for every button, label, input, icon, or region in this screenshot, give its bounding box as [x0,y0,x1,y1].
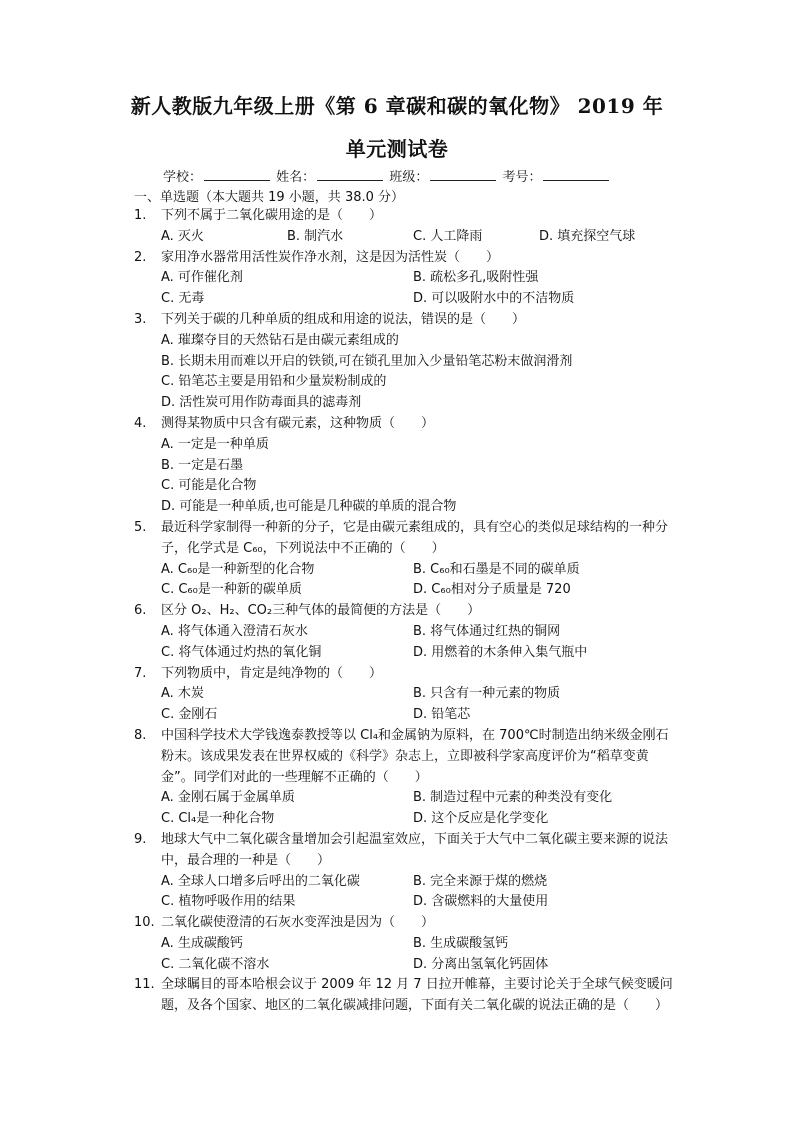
question-item [134,310,674,414]
question-number: 9. [134,831,147,847]
answer-option[interactable]: C. 金刚石 [161,707,218,723]
answer-option[interactable]: D. 这个反应是化学变化 [413,811,549,827]
question-item [134,975,674,1017]
answer-option[interactable]: D. 铅笔芯 [413,707,471,723]
name-blank[interactable] [317,169,383,181]
answer-option[interactable]: B. 只含有一种元素的物质 [413,686,561,702]
question-stem: 地球大气中二氧化碳含量增加会引起温室效应，下面关于大气中二氧化碳主要来源的说法中，最合理的一种是（ ） [161,831,669,868]
section-heading: 一、单选题（本大题共 19 小题，共 38.0 分） [134,190,405,205]
question-stem: 家用净水器常用活性炭作净水剂，这是因为活性炭（ ） [161,249,500,265]
answer-option[interactable]: A. 将气体通入澄清石灰水 [161,623,308,639]
answer-option[interactable]: A. 璀璨夺目的天然钻石是由碳元素组成的 [161,332,399,348]
answer-option[interactable]: B. 制造过程中元素的种类没有变化 [413,790,613,806]
answer-option[interactable]: A. 灭火 [161,228,204,244]
question-item [134,913,674,975]
answer-option[interactable]: C. 植物呼吸作用的结果 [161,894,296,910]
answer-option[interactable]: C. 人工降雨 [413,228,483,244]
question-number: 3. [134,311,147,327]
answer-option[interactable]: D. 分离出氢氧化钙固体 [413,956,549,972]
question-number: 7. [134,665,147,681]
answer-option[interactable]: C. 将气体通过灼热的氧化铜 [161,644,322,660]
question-item [134,664,674,726]
question-stem: 下列关于碳的几种单质的组成和用途的说法，错误的是（ ） [161,311,526,327]
question-number: 10. [134,915,155,931]
student-info-line [163,166,611,185]
answer-option[interactable]: B. 疏松多孔,吸附性强 [413,270,539,286]
answer-option[interactable]: C. Cl₄是一种化合物 [161,811,275,827]
answer-option[interactable]: B. 制汽水 [287,228,344,244]
question-stem: 最近科学家制得一种新的分子，它是由碳元素组成的，具有空心的类似足球结构的一种分子，化学式是 C₆₀，下列说法中不正确的（ ） [161,519,669,556]
question-item [134,206,674,248]
answer-option[interactable]: B. 完全来源于煤的燃烧 [413,873,548,889]
answer-option[interactable]: D. 活性炭可用作防毒面具的滤毒剂 [161,395,362,411]
school-blank[interactable] [204,169,270,181]
question-stem: 二氧化碳使澄清的石灰水变浑浊是因为（ ） [161,915,435,931]
exam-title-line2: 单元测试卷 [345,137,449,161]
class-label: 班级： [389,170,429,185]
question-number: 8. [134,727,147,743]
answer-option[interactable]: A. 金刚石属于金属单质 [161,790,295,806]
question-item [134,518,674,601]
answer-option[interactable]: C. 二氧化碳不溶水 [161,956,270,972]
answer-option[interactable]: D. C₆₀相对分子质量是 720 [413,582,571,598]
answer-option[interactable]: D. 可以吸附水中的不洁物质 [413,291,575,307]
exam-number-label: 考号： [502,170,542,185]
question-item [134,830,674,913]
exam-title-line1: 新人教版九年级上册《第 6 章碳和碳的氧化物》 2019 年 [130,94,664,118]
answer-option[interactable]: A. 生成碳酸钙 [161,935,243,951]
question-stem: 区分 O₂、H₂、CO₂三种气体的最简便的方法是（ ） [161,603,481,619]
question-number: 6. [134,603,147,619]
answer-option[interactable]: D. 填充探空气球 [539,228,636,244]
answer-option[interactable]: B. 一定是石墨 [161,457,244,473]
class-blank[interactable] [430,169,496,181]
question-stem: 测得某物质中只含有碳元素，这种物质（ ） [161,415,435,431]
question-stem: 全球瞩目的哥本哈根会议于 2009 年 12 月 7 日拉开帷幕，主要讨论关于全球气候变暖问题，及各个国家、地区的二氧化碳减排问题，下面有关二氧化碳的说法正确的是（ ） [161,977,673,1014]
question-item [134,248,674,310]
exam-number-blank[interactable] [543,169,609,181]
answer-option[interactable]: C. 无毒 [161,291,205,307]
question-stem: 下列物质中，肯定是纯净物的（ ） [161,665,383,681]
question-number: 1. [134,208,147,223]
answer-option[interactable]: B. 将气体通过红热的铜网 [413,623,561,639]
answer-option[interactable]: C. 可能是化合物 [161,478,257,494]
answer-option[interactable]: B. C₆₀和石墨是不同的碳单质 [413,561,580,577]
school-label: 学校： [163,170,203,185]
question-list [134,206,674,1017]
question-number: 4. [134,415,147,431]
answer-option[interactable]: D. 可能是一种单质,也可能是几种碳的单质的混合物 [161,499,457,515]
answer-option[interactable]: B. 长期未用而难以开启的铁锁,可在锁孔里加入少量铅笔芯粉末做润滑剂 [161,353,573,369]
answer-option[interactable]: A. 一定是一种单质 [161,436,269,452]
answer-option[interactable]: A. C₆₀是一种新型的化合物 [161,561,315,577]
answer-option[interactable]: A. 木炭 [161,686,204,702]
answer-option[interactable]: D. 用燃着的木条伸入集气瓶中 [413,644,588,660]
question-stem: 中国科学技术大学钱逸泰教授等以 Cl₄和金属钠为原料，在 700℃时制造出纳米级金刚石粉末。该成果发表在世界权威的《科学》杂志上，立即被科学家高度评价为“稻草变黄金”。同学们对此的一些理解不正确的（ ） [161,727,669,785]
name-label: 姓名： [276,170,316,185]
answer-option[interactable]: A. 全球人口增多后呼出的二氧化碳 [161,873,360,889]
answer-option[interactable]: D. 含碳燃料的大量使用 [413,894,549,910]
question-item [134,601,674,663]
question-item [134,414,674,518]
answer-option[interactable]: A. 可作催化剂 [161,270,243,286]
answer-option[interactable]: C. 铅笔芯主要是用铅和少量炭粉制成的 [161,374,387,390]
question-number: 5. [134,519,147,535]
question-stem: 下列不属于二氧化碳用途的是（ ） [161,208,383,223]
question-number: 11. [134,977,155,993]
answer-option[interactable]: C. C₆₀是一种新的碳单质 [161,582,302,598]
answer-option[interactable]: B. 生成碳酸氢钙 [413,935,509,951]
question-number: 2. [134,249,147,265]
question-item [134,726,674,830]
